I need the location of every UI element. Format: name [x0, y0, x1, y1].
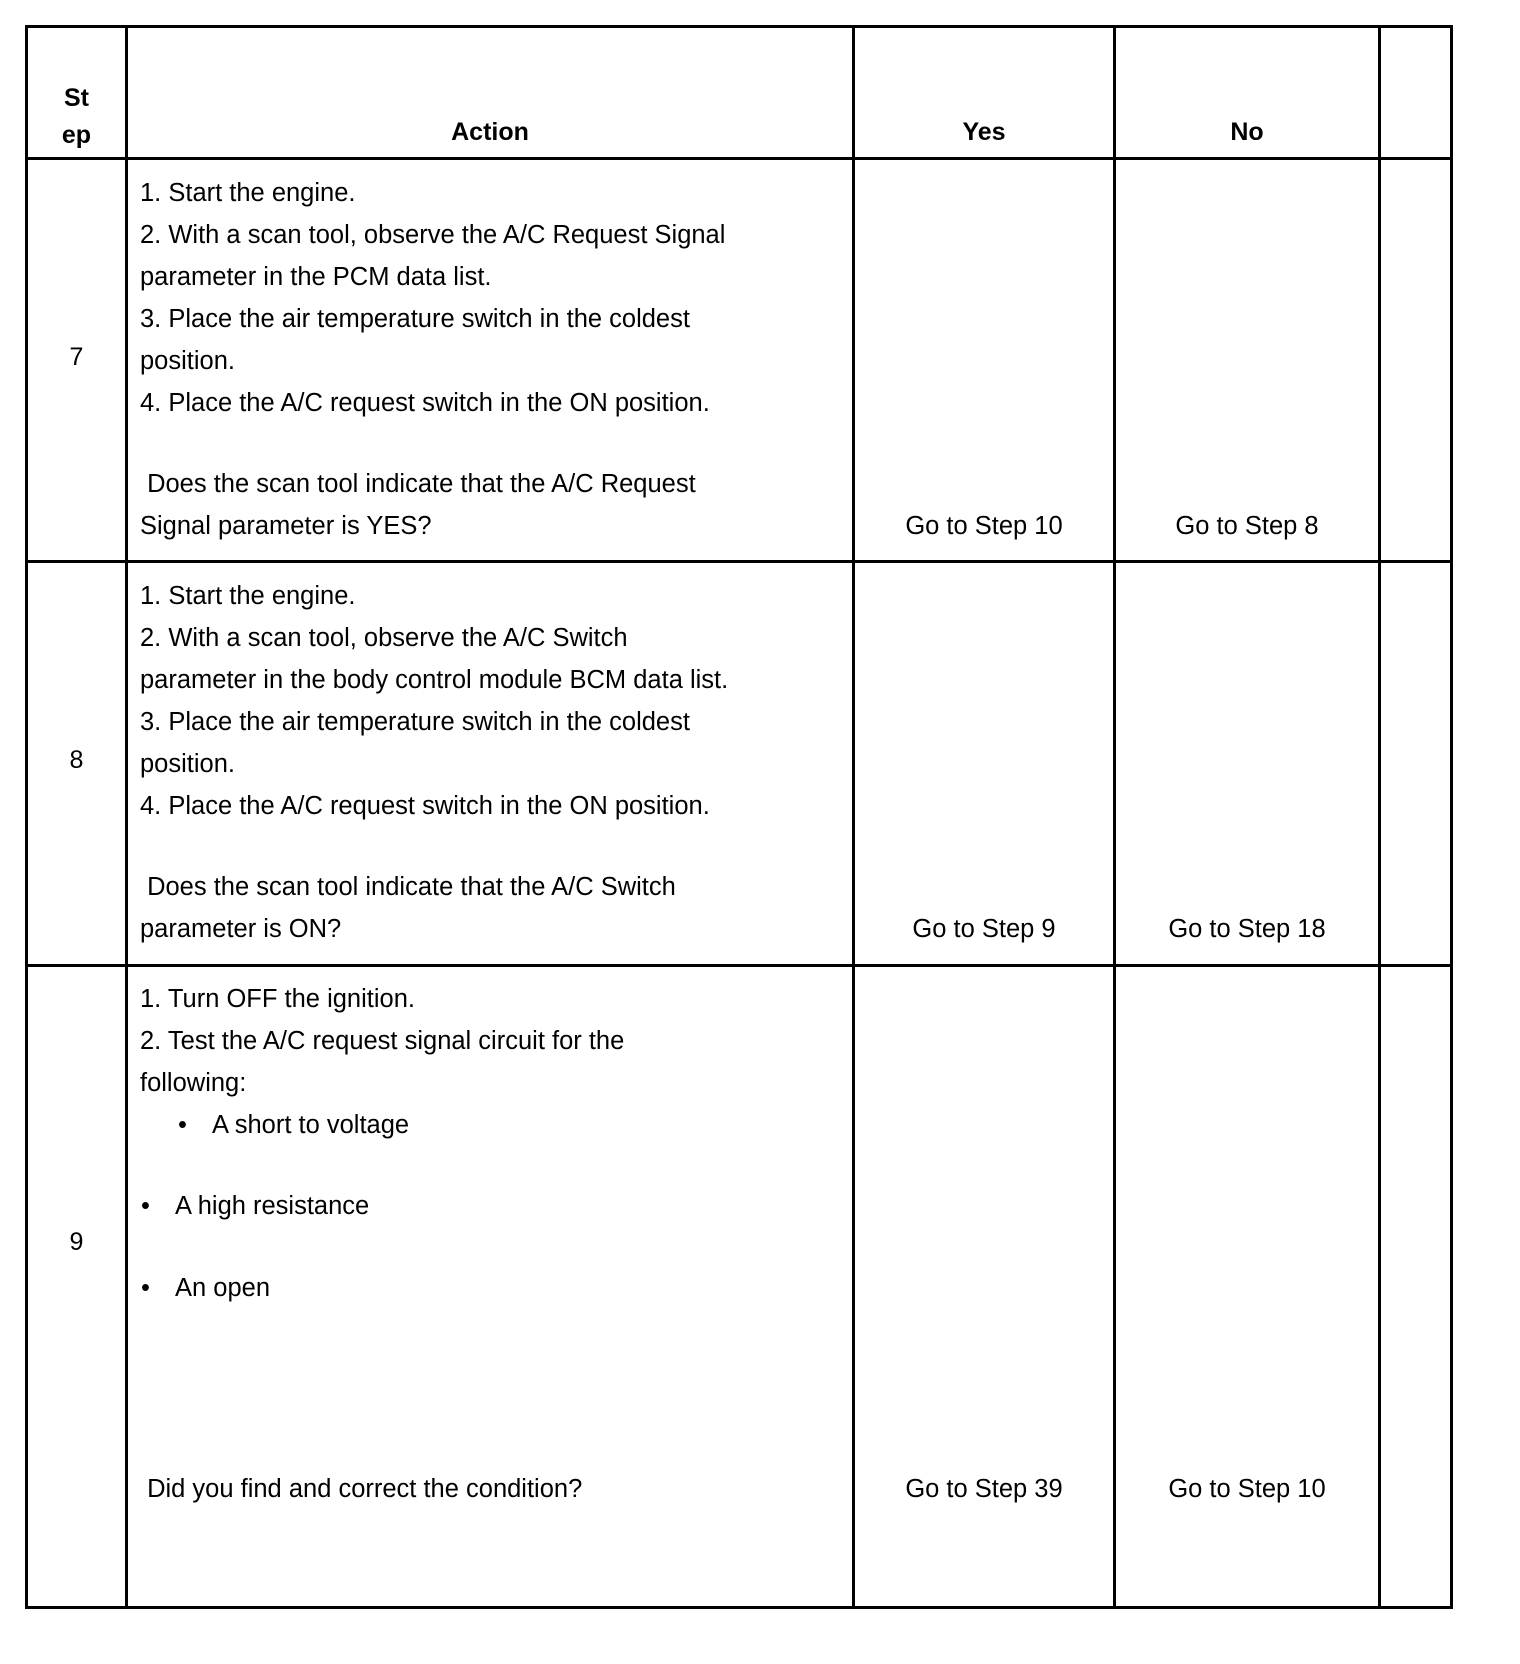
step-number: 7 — [69, 343, 84, 371]
column-divider — [1113, 28, 1116, 1606]
action-item: following: — [140, 1069, 247, 1097]
bullet-text: A high resistance — [175, 1192, 370, 1220]
action-item: 1. Start the engine. — [140, 582, 356, 610]
bullet-item — [141, 1273, 270, 1303]
column-divider — [1378, 28, 1381, 1606]
row-divider — [28, 157, 1450, 160]
bullet-item — [178, 1110, 409, 1140]
bullet-text: An open — [175, 1274, 271, 1302]
action-item: parameter in the PCM data list. — [140, 263, 492, 291]
action-question: Does the scan tool indicate that the A/C Switch — [140, 873, 676, 901]
header-action: Action — [451, 118, 529, 146]
action-item: 2. With a scan tool, observe the A/C Request Signal — [140, 221, 726, 249]
action-item: 3. Place the air temperature switch in the coldest — [140, 305, 690, 333]
no-result: Go to Step 10 — [1168, 1475, 1326, 1503]
action-question: Does the scan tool indicate that the A/C Request — [140, 470, 696, 498]
action-item: 1. Turn OFF the ignition. — [140, 985, 415, 1013]
action-question: Did you find and correct the condition? — [140, 1475, 583, 1503]
yes-result: Go to Step 9 — [912, 915, 1056, 943]
column-divider — [852, 28, 855, 1606]
action-item: 2. Test the A/C request signal circuit for the — [140, 1027, 625, 1055]
no-result: Go to Step 18 — [1168, 915, 1326, 943]
action-item: 1. Start the engine. — [140, 179, 356, 207]
header-step — [28, 80, 125, 154]
bullet-icon: • — [141, 1274, 150, 1302]
action-item: 2. With a scan tool, observe the A/C Switch — [140, 624, 628, 652]
procedure-table — [25, 25, 1453, 1609]
header-yes: Yes — [962, 118, 1006, 146]
yes-result: Go to Step 10 — [905, 512, 1063, 540]
action-item: 4. Place the A/C request switch in the ON position. — [140, 792, 710, 820]
action-item: 4. Place the A/C request switch in the ON position. — [140, 389, 710, 417]
row-divider — [28, 560, 1450, 563]
no-result: Go to Step 8 — [1175, 512, 1319, 540]
step-number: 9 — [69, 1228, 84, 1256]
header-no: No — [1230, 118, 1264, 146]
bullet-icon: • — [178, 1111, 187, 1139]
column-divider — [125, 28, 128, 1606]
bullet-icon: • — [141, 1192, 150, 1220]
yes-result: Go to Step 39 — [905, 1475, 1063, 1503]
action-question: Signal parameter is YES? — [140, 512, 432, 540]
header-step-line2: ep — [61, 121, 92, 149]
action-item: parameter in the body control module BCM data list. — [140, 666, 729, 694]
row-divider — [28, 964, 1450, 967]
action-item: position. — [140, 347, 235, 375]
header-step-line1: St — [64, 84, 89, 112]
bullet-text: A short to voltage — [212, 1111, 410, 1139]
bullet-item — [141, 1191, 369, 1221]
action-item: 3. Place the air temperature switch in the coldest — [140, 708, 690, 736]
step-number: 8 — [69, 746, 84, 774]
action-question: parameter is ON? — [140, 915, 342, 943]
action-item: position. — [140, 750, 235, 778]
